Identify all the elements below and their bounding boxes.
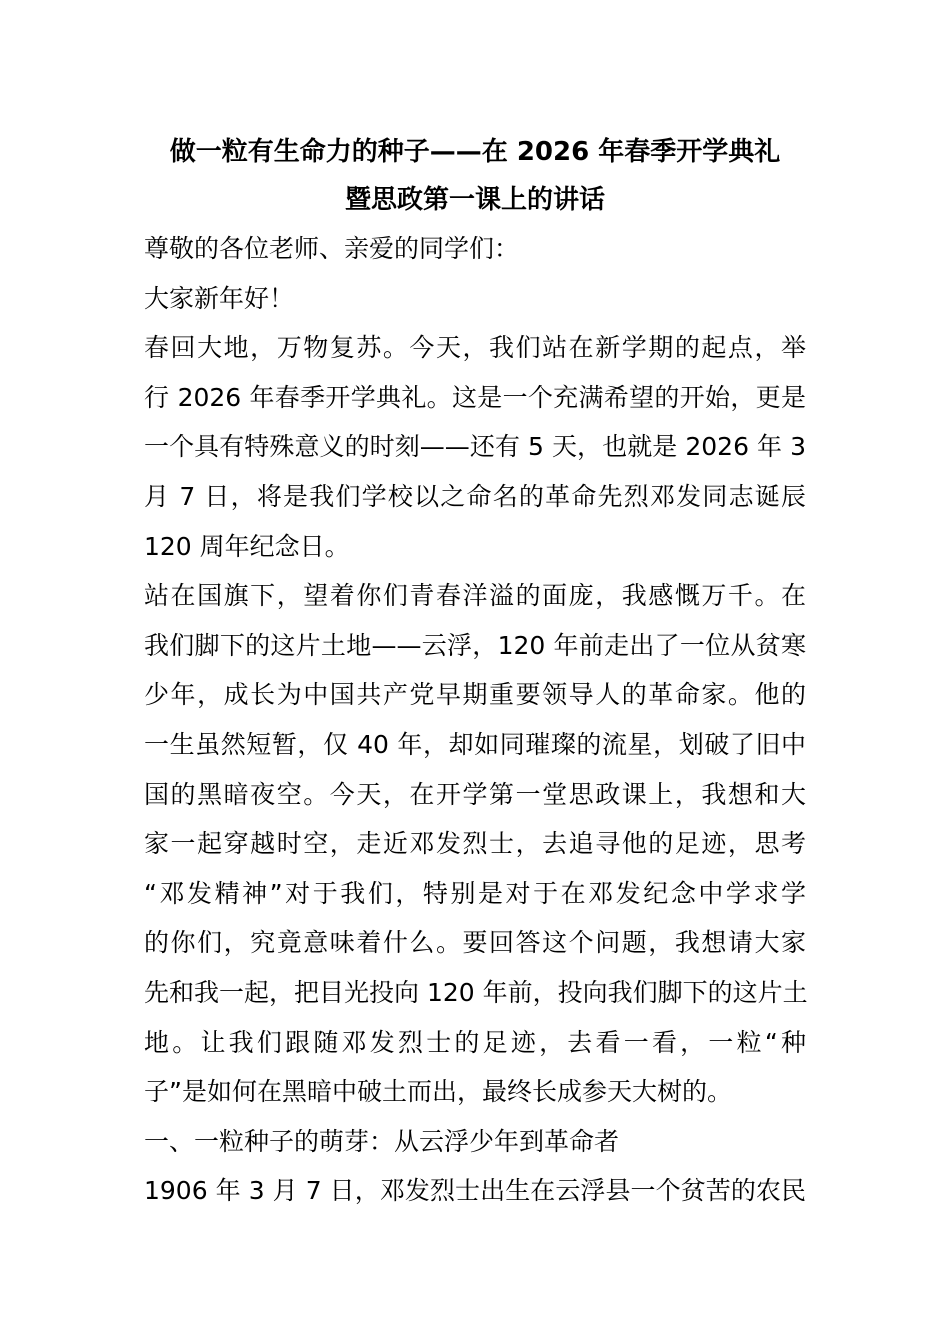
paragraph-2-line: “邓发精神”对于我们，特别是对于在邓发纪念中学求学 <box>144 878 806 908</box>
paragraph-2-line: 先和我一起，把目光投向 120 年前，投向我们脚下的这片土 <box>144 977 808 1007</box>
document-title <box>144 128 806 224</box>
paragraph-2-line: 国的黑暗夜空。今天，在开学第一堂思政课上，我想和大 <box>144 779 806 809</box>
greeting: 大家新年好！ <box>144 283 295 313</box>
paragraph-3 <box>144 1166 806 1216</box>
paragraph-1-line: 一个具有特殊意义的时刻——还有 5 天，也就是 2026 年 3 <box>144 432 806 462</box>
title-line-2: 暨思政第一课上的讲话 <box>344 185 605 215</box>
paragraph-2-line: 地。让我们跟随邓发烈士的足迹，去看一看，一粒“种 <box>144 1027 806 1057</box>
paragraph-1-line: 120 周年纪念日。 <box>144 531 350 561</box>
paragraph-2-line: 子”是如何在黑暗中破土而出，最终长成参天大树的。 <box>144 1077 732 1107</box>
paragraph-2-line: 少年，成长为中国共产党早期重要领导人的革命家。他的 <box>144 680 806 710</box>
paragraph-2-line: 的你们，究竟意味着什么。要回答这个问题，我想请大家 <box>144 928 806 958</box>
paragraph-2 <box>144 571 806 1117</box>
paragraph-2-line: 我们脚下的这片土地——云浮，120 年前走出了一位从贫寒 <box>144 630 806 660</box>
paragraph-2-line: 家一起穿越时空，走近邓发烈士，去追寻他的足迹，思考 <box>144 829 806 859</box>
paragraph-3-line: 1906 年 3 月 7 日，邓发烈士出生在云浮县一个贫苦的农民 <box>144 1176 806 1206</box>
paragraph-1-line: 月 7 日，将是我们学校以之命名的革命先烈邓发同志诞辰 <box>144 481 806 511</box>
paragraph-2-line: 站在国旗下，望着你们青春洋溢的面庞，我感慨万千。在 <box>144 581 806 611</box>
title-line-1: 做一粒有生命力的种子——在 2026 年春季开学典礼 <box>169 137 781 167</box>
paragraph-1-line: 行 2026 年春季开学典礼。这是一个充满希望的开始，更是 <box>144 382 806 412</box>
paragraph-1 <box>144 323 806 571</box>
paragraph-1-line: 春回大地，万物复苏。今天，我们站在新学期的起点，举 <box>144 333 806 363</box>
document-body <box>144 128 806 1216</box>
section-1-heading: 一、一粒种子的萌芽：从云浮少年到革命者 <box>144 1126 620 1156</box>
paragraph-2-line: 一生虽然短暂，仅 40 年，却如同璀璨的流星，划破了旧中 <box>144 729 806 759</box>
salutation: 尊敬的各位老师、亲爱的同学们： <box>144 234 520 263</box>
